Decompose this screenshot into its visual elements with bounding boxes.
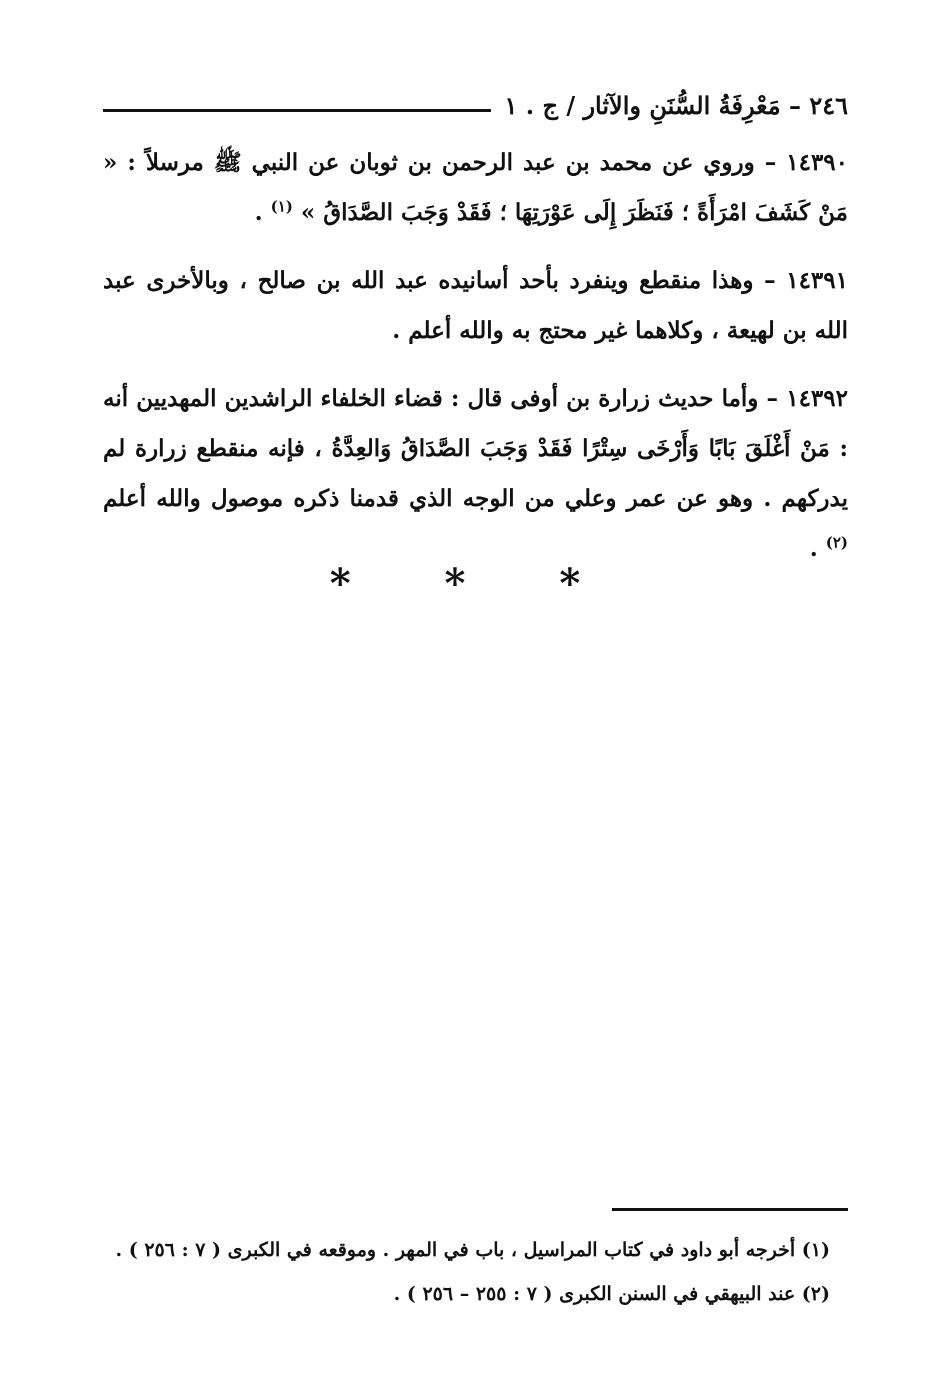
paragraph-14391	[103, 256, 848, 356]
paragraph-text: – وهذا منقطع وينفرد بأحد أسانيده عبد الله بن صالح ، وبالأخرى عبد الله بن لهيعة ، وكلاهما غير محتج به والله أعلم .	[103, 267, 848, 344]
footnote-1: (١) أخرجه أبو داود في كتاب المراسيل ، باب في المهر . وموقعه في الكبرى ( ٧ : ٢٥٦ ) .	[115, 1239, 830, 1261]
footnote-ref: (٢)	[825, 533, 848, 552]
paragraph-14392	[103, 374, 848, 574]
paragraph-number: ١٤٣٩٠	[786, 149, 849, 176]
main-text	[103, 138, 848, 592]
paragraph-tail: .	[809, 535, 818, 562]
running-header-title: ٢٤٦ – مَعْرِفَةُ السُّنَنِ والآثار / ج . ١	[504, 91, 848, 120]
paragraph-text: – وروي عن محمد بن عبد الرحمن بن ثوبان عن النبي ﷺ مرسلاً : « مَنْ كَشَفَ امْرَأَةً ؛ فَنَظَرَ إِلَى عَوْرَتِهَا ؛ فَقَدْ وَجَبَ الصَّدَاقُ »	[103, 149, 848, 226]
paragraph-14390	[103, 138, 848, 238]
footnote-ref: (١)	[270, 197, 293, 216]
footnote-rule	[612, 1208, 848, 1211]
page-header	[103, 78, 848, 118]
paragraph-text: – وأما حديث زرارة بن أوفى قال : قضاء الخلفاء الراشدين المهديين أنه : مَنْ أَغْلَقَ بَابًا وَأَرْخَى سِتْرًا فَقَدْ وَجَبَ الصَّدَاقُ وَالعِدَّةُ ، فإنه منقطع زرارة لم يدركهم . وهو عن عمر وعلي من الوجه الذي قدمنا ذكره موصول والله أعلم	[103, 385, 848, 512]
footnotes	[103, 1228, 830, 1316]
paragraph-tail: .	[254, 199, 263, 226]
header-rule	[103, 109, 491, 112]
paragraph-number: ١٤٣٩٢	[786, 385, 848, 412]
paragraph-number: ١٤٣٩١	[786, 267, 848, 294]
section-separator: * * *	[329, 560, 621, 607]
footnote-2: (٢) عند البيهقي في السنن الكبرى ( ٧ : ٢٥٥ – ٢٥٦ ) .	[393, 1283, 830, 1305]
